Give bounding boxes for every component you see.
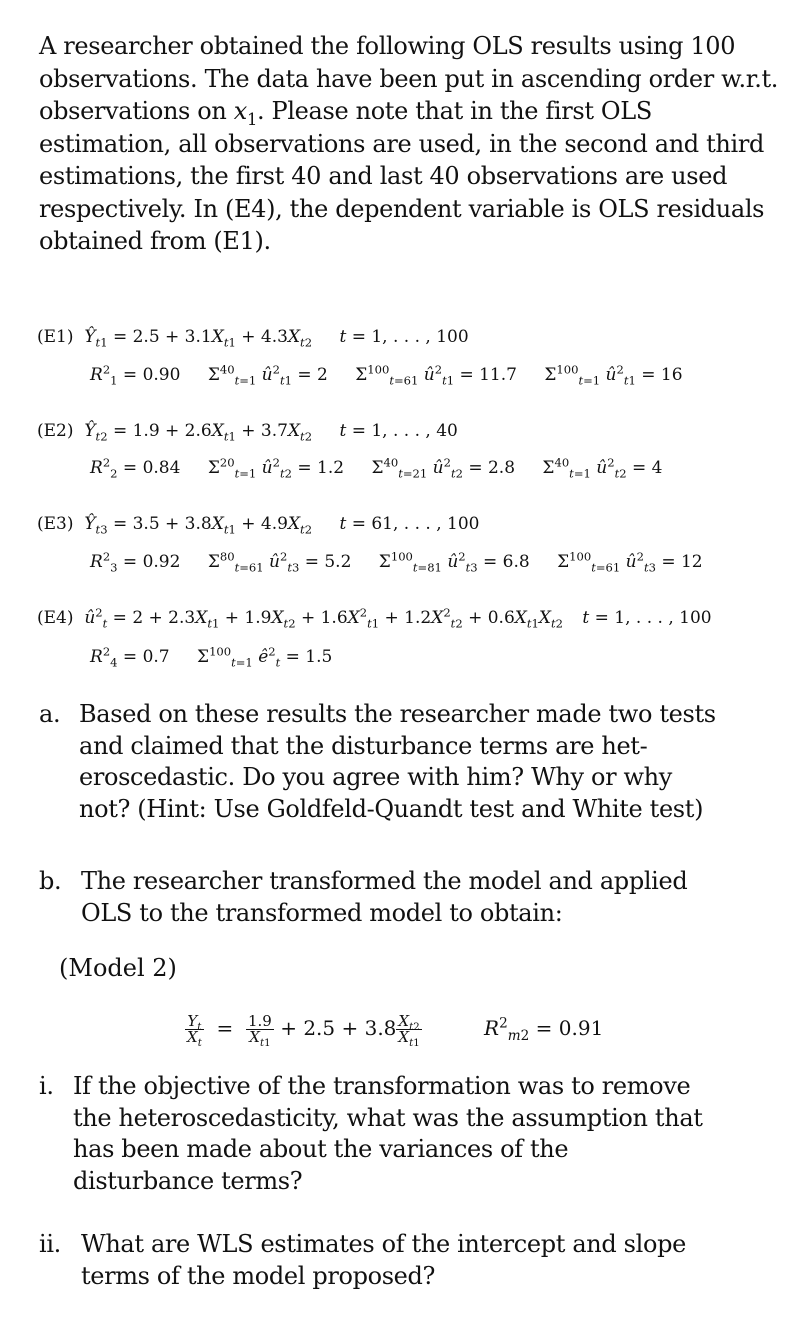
term1-fraction: $\frac{1.9}{X_{t1}}$ bbox=[247, 1012, 272, 1049]
equation-e4-model: (E4) $û^2_t = 2 + 2.3X_{t1} + 1.9X_{t2} + 1.6X^2_{t1} + 1.2X^2_{t2} + 0.6X_{t1}X_{t2}$ t = 1, . . . , 100 bbox=[37, 605, 712, 631]
equation-e1-stats: $R^2_1 = 0.90$ $\Sigma^{40}_{t=1}$ $û^2_{t1} = 2$ $\Sigma^{100}_{t=61}$ $û^2_{t1} = 11.7$ $\Sigma^{100}_{t=1}$ $û^2_{t1} = 16$ bbox=[90, 362, 683, 388]
question-ii-text: What are WLS estimates of the intercept and slope terms of the model proposed? bbox=[81, 1230, 686, 1290]
equation-e2-model: (E2) $Ŷ_{t2} = 1.9 + 2.6X_{t1} + 3.7X_{t2}$ t = 1, . . . , 40 bbox=[37, 421, 458, 444]
question-marker: b. bbox=[39, 867, 62, 895]
model-label: (Model 2) bbox=[59, 954, 177, 982]
equation-label: (E1) bbox=[37, 327, 74, 347]
transformed-r2: $R^2_{m2} = 0.91$ bbox=[484, 1015, 604, 1044]
equation-e2-stats: $R^2_2 = 0.84$ $\Sigma^{20}_{t=1}$ $û^2_{t2} = 1.2$ $\Sigma^{40}_{t=21}$ $û^2_{t2} = 2.8$ $\Sigma^{40}_{t=1}$ $û^2_{t2} = 4$ bbox=[90, 455, 663, 481]
equation-label: (E2) bbox=[37, 421, 74, 441]
term2-fraction: $\frac{X_{t2}}{X_{t1}}$ bbox=[398, 1012, 420, 1049]
question-marker: a. bbox=[39, 700, 61, 728]
question-b-text: The researcher transformed the model and applied OLS to the transformed model to obtain: bbox=[81, 867, 688, 927]
transformed-middle: + 2.5 + 3.8 bbox=[280, 1016, 397, 1040]
lhs-fraction: $\frac{Y_t}{X_t}$ bbox=[187, 1012, 202, 1049]
intro-paragraph: A researcher obtained the following OLS results using 100 observations. The data have been put in ascending order w.r.t. observations on $x_1$. Please note that in the first OLS estimation, all observations are used, in the second and third estimations, the first 40 and last 40 observations are used respectively. In (E4), the dependent variable is OLS residuals obtained from (E1). bbox=[39, 32, 779, 255]
equation-e3-stats: $R^2_3 = 0.92$ $\Sigma^{80}_{t=61}$ $û^2_{t3} = 5.2$ $\Sigma^{100}_{t=81}$ $û^2_{t3} = 6.8$ $\Sigma^{100}_{t=61}$ $û^2_{t3} = 12$ bbox=[90, 549, 703, 575]
equation-e4-stats: $R^2_4 = 0.7$ $\Sigma^{100}_{t=1}$ $ê^2_t = 1.5$ bbox=[90, 644, 333, 670]
question-a-text: Based on these results the researcher made two tests and claimed that the disturbance terms are het-eroscedastic. Do you agree with him? Why or why not? (Hint: Use Goldfeld-Quandt test and White test) bbox=[79, 700, 716, 823]
question-marker: i. bbox=[39, 1072, 54, 1100]
transformed-equation: $\frac{Y_t}{X_t}$ = $\frac{1.9}{X_{t1}}$ + 2.5 + 3.8 $\frac{X_{t2}}{X_{t1}}$ $R^2_{m2} = 0.91$ bbox=[187, 1012, 604, 1049]
equation-label: (E4) bbox=[37, 608, 74, 628]
equation-e1-model: (E1) $Ŷ_{t1} = 2.5 + 3.1X_{t1} + 4.3X_{t2}$ t = 1, . . . , 100 bbox=[37, 327, 469, 350]
equation-label: (E3) bbox=[37, 514, 74, 534]
question-i-text: If the objective of the transformation was to remove the heteroscedasticity, what was the assumption that has been made about the variances of the disturbance terms? bbox=[73, 1072, 703, 1195]
question-marker: ii. bbox=[39, 1230, 61, 1258]
equation-e3-model: (E3) $Ŷ_{t3} = 3.5 + 3.8X_{t1} + 4.9X_{t2}$ t = 61, . . . , 100 bbox=[37, 514, 480, 537]
